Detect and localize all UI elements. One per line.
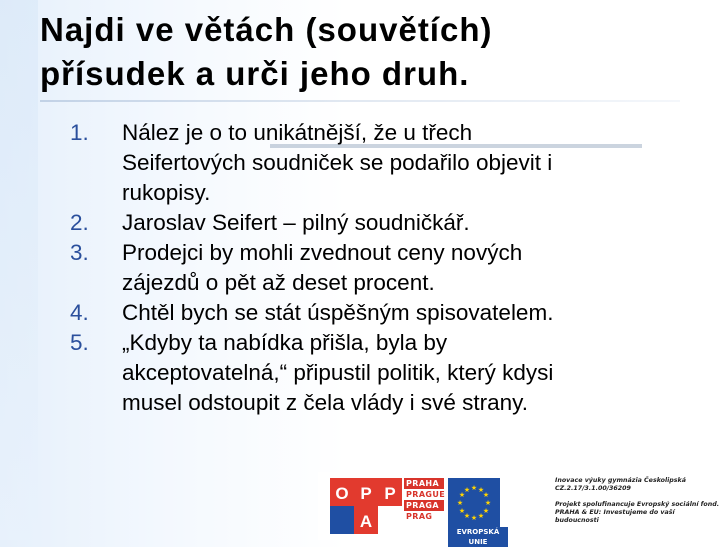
item-line: musel odstoupit z čela vlády i své strany. xyxy=(122,390,529,415)
praha-logo: PRAHA PRAGUE PRAGA PRAG xyxy=(406,479,446,521)
item-line: Chtěl bych se stát úspěšným spisovatelem. xyxy=(122,300,554,325)
svg-text:★: ★ xyxy=(482,491,490,499)
info-line: PRAHA & EU: Investujeme do vaší budoucnosti xyxy=(555,509,675,524)
item-line: „Kdyby ta nabídka přišla, byla by xyxy=(122,330,448,355)
item-line: Seifertových soudniček se podařilo objevit i xyxy=(122,150,553,175)
svg-text:★: ★ xyxy=(477,512,485,520)
item-line: Prodejci by mohli zvednout ceny nových xyxy=(122,240,523,265)
list-item xyxy=(0,208,700,238)
item-number: 2. xyxy=(70,210,89,235)
opp-logo xyxy=(330,478,402,534)
list-item xyxy=(0,328,700,418)
item-number: 5. xyxy=(70,330,89,355)
list-item xyxy=(0,238,700,298)
list-item xyxy=(0,118,700,208)
item-number: 4. xyxy=(70,300,89,325)
title-line-1: Najdi ve větách (souvětích) xyxy=(40,11,493,48)
svg-text:O: O xyxy=(335,484,349,503)
svg-text:A: A xyxy=(359,512,373,531)
svg-text:P: P xyxy=(384,484,396,503)
svg-text:★: ★ xyxy=(477,486,485,494)
svg-text:★: ★ xyxy=(484,499,492,507)
item-line: Jaroslav Seifert – pilný soudničkář. xyxy=(122,210,470,235)
svg-text:★: ★ xyxy=(456,499,464,507)
project-info xyxy=(555,477,720,525)
info-line: Inovace výuky gymnázia Českolipská xyxy=(555,477,686,484)
svg-text:★: ★ xyxy=(470,514,478,522)
slide-title xyxy=(40,8,700,96)
item-number: 3. xyxy=(70,240,89,265)
svg-text:★: ★ xyxy=(482,507,490,515)
svg-text:★: ★ xyxy=(470,484,478,492)
item-line: zájezdů o pět až deset procent. xyxy=(122,270,435,295)
item-line: Nález je o to unikátnější, že u třech xyxy=(122,120,473,145)
svg-text:★: ★ xyxy=(463,512,471,520)
eu-flag-icon xyxy=(448,478,500,528)
info-line: CZ.2.17/3.1.00/36209 xyxy=(555,485,631,492)
list-item xyxy=(0,298,700,328)
title-line-2: přísudek a urči jeho druh. xyxy=(40,55,470,92)
svg-text:P: P xyxy=(360,484,372,503)
svg-text:★: ★ xyxy=(463,486,471,494)
title-divider xyxy=(40,100,680,102)
sentence-list xyxy=(0,118,700,418)
svg-text:★: ★ xyxy=(458,507,466,515)
eu-label: EVROPSKÁ UNIE xyxy=(448,527,508,547)
item-line: rukopisy. xyxy=(122,180,211,205)
svg-text:★: ★ xyxy=(458,491,466,499)
info-line: Projekt spolufinancuje Evropský sociální fond. xyxy=(555,501,720,508)
item-line: akceptovatelná,“ připustil politik, který kdysi xyxy=(122,360,554,385)
item-number: 1. xyxy=(70,120,89,145)
